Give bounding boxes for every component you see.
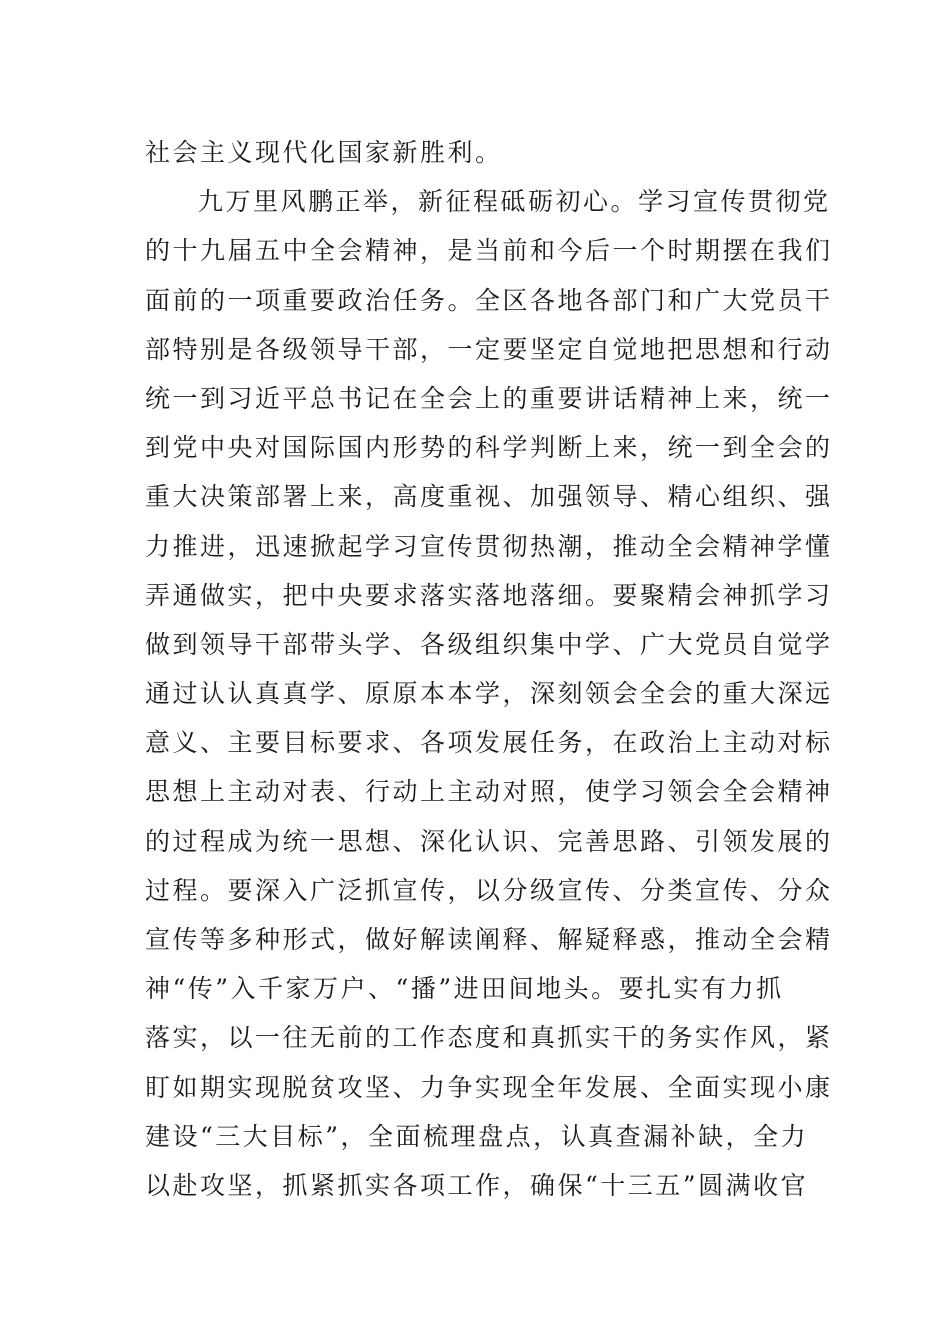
text-line: 以赴攻坚，抓紧抓实各项工作，确保“十三五”圆满收官 — [145, 1170, 809, 1200]
text-line: 盯如期实现脱贫攻坚、力争实现全年发展、全面实现小康 — [145, 1072, 833, 1102]
text-line: 的十九届五中全会精神，是当前和今后一个时期摆在我们 — [145, 236, 833, 266]
text-line: 宣传等多种形式，做好解读阐释、解疑释惑，推动全会精 — [145, 925, 833, 954]
text-line: 通过认认真真学、原原本本学，深刻领会全会的重大深远 — [145, 679, 833, 709]
text-line: 力推进，迅速掀起学习宣传贯彻热潮，推动全会精神学懂 — [145, 531, 833, 561]
text-line: 思想上主动对表、行动上主动对照，使学习领会全会精神 — [145, 777, 833, 807]
text-line: 弄通做实，把中央要求落实落地落细。要聚精会神抓学习 — [145, 580, 833, 610]
text-line: 重大决策部署上来，高度重视、加强领导、精心组织、强 — [145, 482, 833, 512]
text-line: 做到领导干部带头学、各级组织集中学、广大党员自觉学 — [145, 629, 833, 659]
text-line: 落实，以一往无前的工作态度和真抓实干的务实作风，紧 — [145, 1023, 833, 1053]
text-line: 部特别是各级领导干部，一定要坚定自觉地把思想和行动 — [145, 334, 833, 364]
text-line: 社会主义现代化国家新胜利。 — [145, 138, 503, 167]
text-line: 到党中央对国际国内形势的科学判断上来，统一到全会的 — [145, 433, 833, 463]
text-line: 统一到习近平总书记在全会上的重要讲话精神上来，统一 — [145, 383, 833, 413]
text-line: 神“传”入千家万户、“播”进田间地头。要扎实有力抓 — [145, 974, 784, 1004]
paragraph-first-line: 九万里风鹏正举，新征程砥砺初心。学习宣传贯彻党 — [198, 187, 831, 217]
text-line: 建设“三大目标”，全面梳理盘点，认真查漏补缺，全力 — [145, 1121, 809, 1151]
body-text — [145, 128, 833, 1210]
text-line: 的过程成为统一思想、深化认识、完善思路、引领发展的 — [145, 826, 833, 856]
text-line: 面前的一项重要政治任务。全区各地各部门和广大党员干 — [145, 285, 833, 315]
text-line: 意义、主要目标要求、各项发展任务，在政治上主动对标 — [145, 728, 833, 758]
text-line: 过程。要深入广泛抓宣传，以分级宣传、分类宣传、分众 — [145, 875, 833, 905]
